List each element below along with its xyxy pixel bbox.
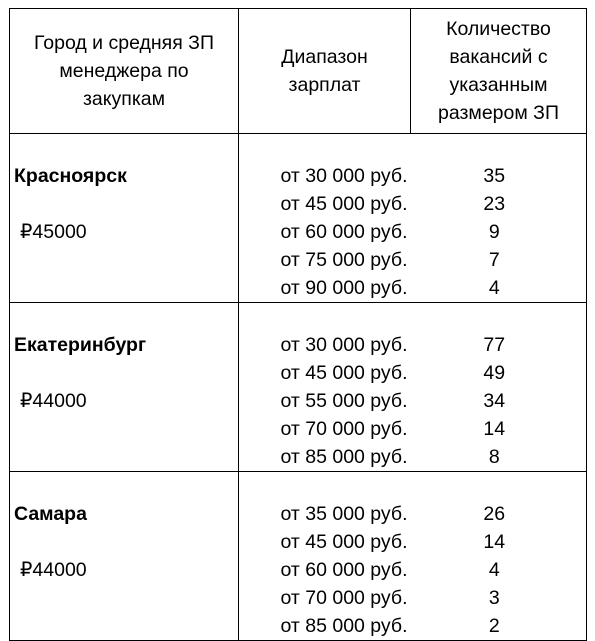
header-count-line: размером ЗП <box>438 102 559 124</box>
vacancy-count: 49 <box>483 362 506 384</box>
city-average-salary: ₽45000 <box>20 221 87 243</box>
city-name: Красноярск <box>14 165 127 187</box>
salary-range: от 90 000 руб. <box>280 277 408 299</box>
header-count-line: вакансий с <box>449 46 548 68</box>
city-average-salary: ₽44000 <box>20 559 87 581</box>
salary-table <box>9 8 587 641</box>
city-name: Самара <box>14 503 87 525</box>
vacancy-count: 4 <box>488 559 500 581</box>
vacancy-count: 26 <box>483 503 506 525</box>
vacancy-count: 3 <box>488 587 500 609</box>
vacancy-count: 14 <box>483 531 506 553</box>
vacancy-count: 14 <box>483 418 506 440</box>
count-cell <box>411 134 587 303</box>
vacancy-count: 35 <box>483 165 506 187</box>
vacancy-count: 77 <box>483 334 506 356</box>
range-cell <box>239 472 411 641</box>
city-name: Екатеринбург <box>14 334 147 356</box>
salary-range: от 45 000 руб. <box>280 362 408 384</box>
salary-range: от 55 000 руб. <box>280 390 408 412</box>
header-city <box>10 9 239 134</box>
salary-range: от 85 000 руб. <box>280 446 408 468</box>
salary-range: от 60 000 руб. <box>280 221 408 243</box>
count-cell <box>411 303 587 472</box>
vacancy-count: 7 <box>488 249 500 271</box>
header-row <box>10 9 587 134</box>
header-count <box>411 9 587 134</box>
city-cell <box>10 134 239 303</box>
salary-range: от 45 000 руб. <box>280 531 408 553</box>
salary-range: от 30 000 руб. <box>280 334 408 356</box>
salary-range: от 45 000 руб. <box>280 193 408 215</box>
salary-range: от 70 000 руб. <box>280 418 408 440</box>
header-count-line: Количество <box>446 18 551 40</box>
salary-range: от 70 000 руб. <box>280 587 408 609</box>
vacancy-count: 34 <box>483 390 506 412</box>
vacancy-count: 4 <box>488 277 500 299</box>
count-cell <box>411 472 587 641</box>
header-count-line: указанным <box>449 74 548 96</box>
vacancy-count: 23 <box>483 193 506 215</box>
city-group <box>10 472 587 641</box>
vacancy-count: 9 <box>488 221 500 243</box>
salary-range: от 35 000 руб. <box>280 503 408 525</box>
city-average-salary: ₽44000 <box>20 390 87 412</box>
city-group <box>10 303 587 472</box>
salary-range: от 30 000 руб. <box>280 165 408 187</box>
header-city-line: менеджера по <box>59 60 189 82</box>
salary-range: от 60 000 руб. <box>280 559 408 581</box>
header-city-line: Город и средняя ЗП <box>34 32 214 54</box>
vacancy-count: 2 <box>488 615 500 637</box>
header-city-line: закупкам <box>82 88 166 110</box>
city-cell <box>10 472 239 641</box>
salary-range: от 75 000 руб. <box>280 249 408 271</box>
city-group <box>10 134 587 303</box>
header-range-line: зарплат <box>288 74 361 96</box>
salary-range: от 85 000 руб. <box>280 615 408 637</box>
header-range-line: Диапазон <box>281 46 368 68</box>
range-cell <box>239 303 411 472</box>
range-cell <box>239 134 411 303</box>
header-range <box>239 9 411 134</box>
vacancy-count: 8 <box>488 446 500 468</box>
city-cell <box>10 303 239 472</box>
